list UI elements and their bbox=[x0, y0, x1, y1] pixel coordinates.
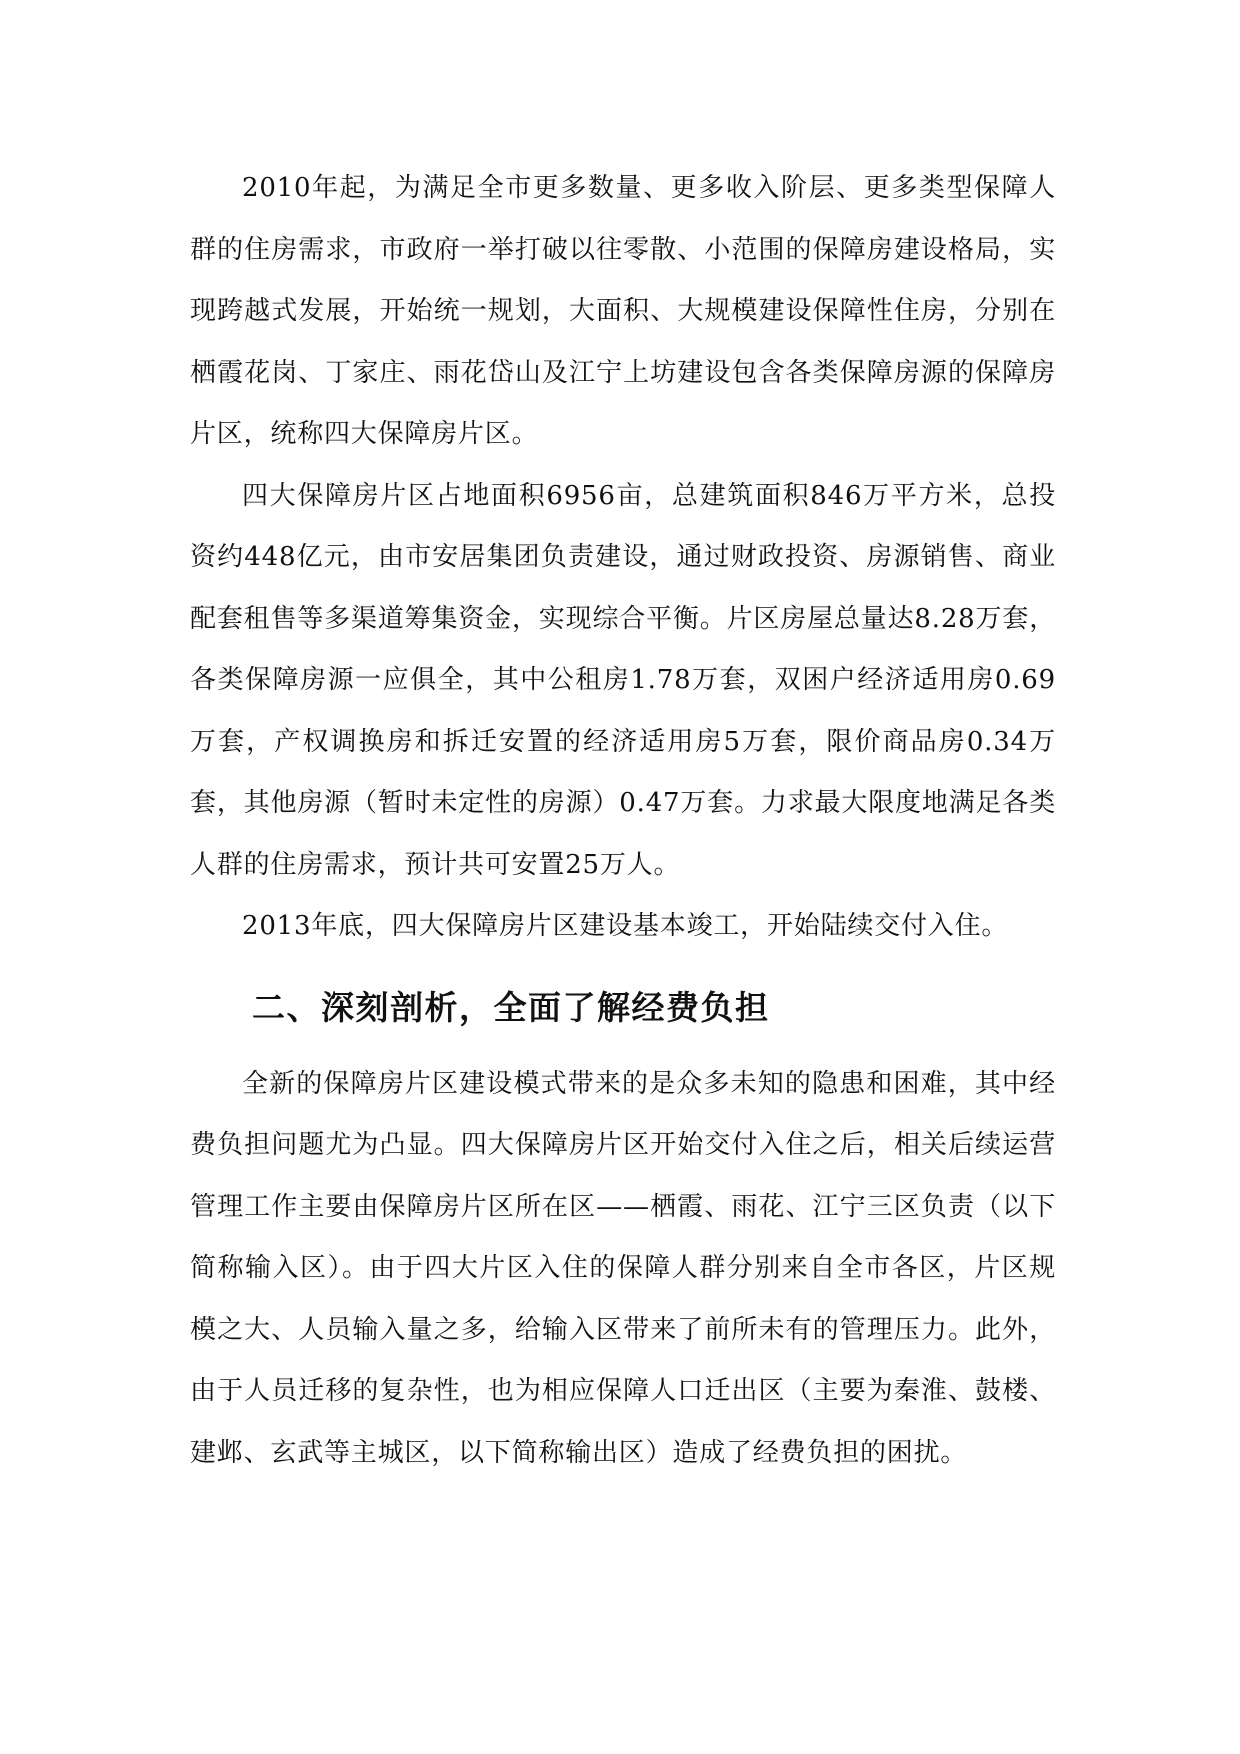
paragraph-investment-details: 四大保障房片区占地面积6956亩，总建筑面积846万平方米，总投资约448亿元，由市安居集团负责建设，通过财政投资、房源销售、商业配套租售等多渠道筹集资金，实现综合平衡。片区房屋总量达8.28万套，各类保障房源一应俱全，其中公租房1.78万套，双困户经济适用房0.69万套，产权调换房和拆迁安置的经济适用房5万套，限价商品房0.34万套，其他房源（暂时未定性的房源）0.47万套。力求最大限度地满足各类人群的住房需求，预计共可安置25万人。 bbox=[190, 480, 1056, 880]
paragraph-completion: 2013年底，四大保障房片区建设基本竣工，开始陆续交付入住。 bbox=[242, 911, 1009, 941]
paragraph-construction-start: 2010年起，为满足全市更多数量、更多收入阶层、更多类型保障人群的住房需求，市政府一举打破以往零散、小范围的保障房建设格局，实现跨越式发展，开始统一规划，大面积、大规模建设保障性住房，分别在栖霞花岗、丁家庄、雨花岱山及江宁上坊建设包含各类保障房源的保障房片区，统称四大保障房片区。 bbox=[190, 173, 1056, 449]
paragraph-funding-burden: 全新的保障房片区建设模式带来的是众多未知的隐患和困难，其中经费负担问题尤为凸显。四大保障房片区开始交付入住之后，相关后续运营管理工作主要由保障房片区所在区——栖霞、雨花、江宁三区负责（以下简称输入区）。由于四大片区入住的保障人群分别来自全市各区，片区规模之大、人员输入量之多，给输入区带来了前所未有的管理压力。此外，由于人员迁移的复杂性，也为相应保障人口迁出区（主要为秦淮、鼓楼、建邺、玄武等主城区，以下简称输出区）造成了经费负担的困扰。 bbox=[190, 1068, 1056, 1468]
section-heading: 二、深刻剖析，全面了解经费负担 bbox=[252, 987, 770, 1027]
document-body bbox=[190, 158, 1056, 1484]
